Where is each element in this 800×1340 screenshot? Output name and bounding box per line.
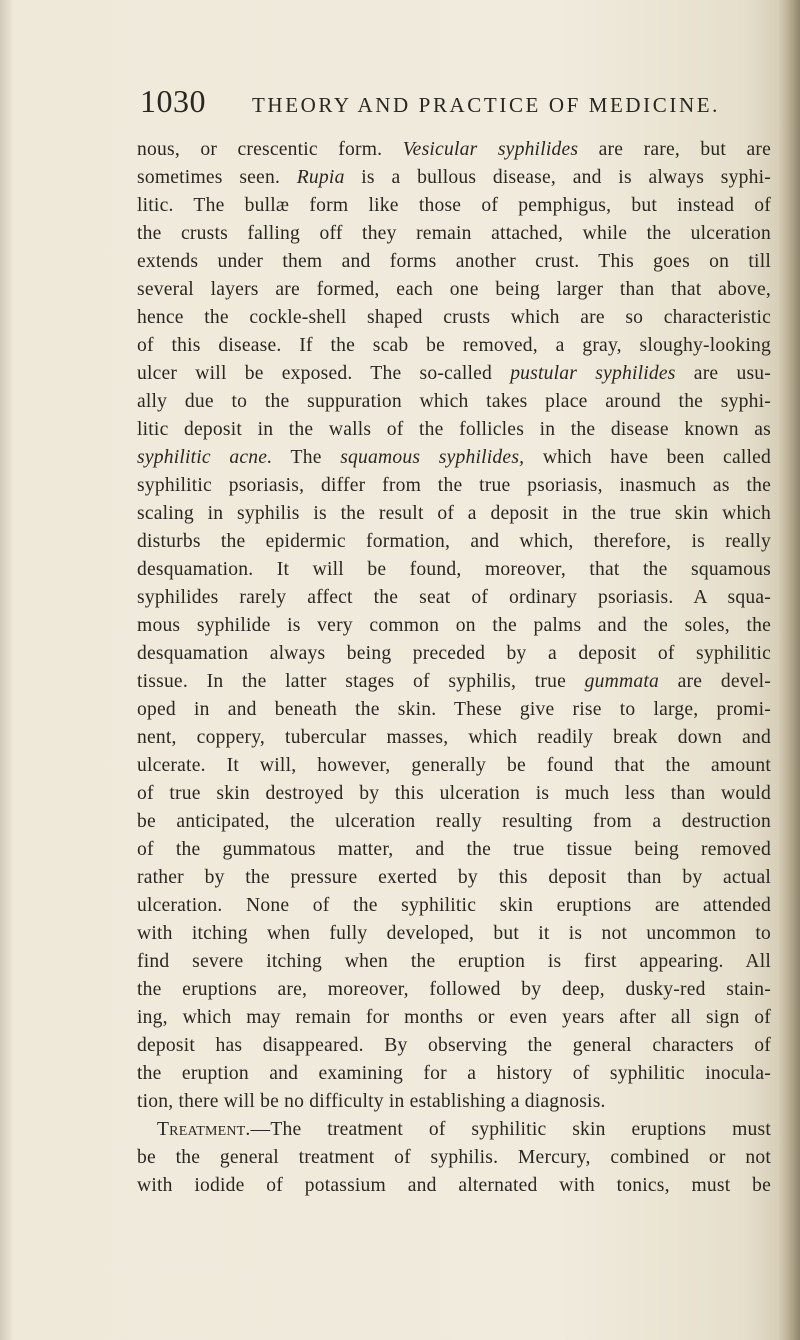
text-run: disturbs the epidermic formation, and which, therefore, is really xyxy=(137,531,771,552)
text-run: is a bullous disease, and is always syphi- xyxy=(344,167,771,188)
text-run: deposit has disappeared. By observing the general characters of xyxy=(137,1035,771,1056)
page-edge-shadow xyxy=(778,0,800,1340)
text-line xyxy=(137,472,771,500)
text-run: tion, there will be no difficulty in establishing a diagnosis. xyxy=(137,1091,606,1112)
italic-term: Vesicular syphilides xyxy=(402,139,579,160)
text-run: desquamation always being preceded by a deposit of syphilitic xyxy=(137,643,771,664)
text-line xyxy=(137,696,771,724)
text-line xyxy=(137,780,771,808)
text-line xyxy=(137,556,771,584)
text-run: rather by the pressure exerted by this deposit than by actual xyxy=(137,867,771,888)
text-run: scaling in syphilis is the result of a deposit in the true skin which xyxy=(137,503,771,524)
text-line xyxy=(137,864,771,892)
text-run: sometimes seen. xyxy=(137,167,297,188)
text-line xyxy=(137,360,771,388)
text-run: syphilides rarely affect the seat of ordinary psoriasis. A squa- xyxy=(137,587,771,608)
text-run: oped in and beneath the skin. These give rise to large, promi- xyxy=(137,699,771,720)
text-run: of true skin destroyed by this ulceration is much less than would xyxy=(137,783,771,804)
text-run: be the general treatment of syphilis. Mercury, combined or not xyxy=(137,1147,771,1168)
text-line xyxy=(137,1116,771,1144)
text-line xyxy=(137,584,771,612)
text-run: litic deposit in the walls of the follicles in the disease known as xyxy=(137,419,771,440)
text-run: be anticipated, the ulceration really resulting from a destruction xyxy=(137,811,771,832)
text-run: ulcer will be exposed. The so-called xyxy=(137,363,511,384)
text-line xyxy=(137,192,771,220)
text-run: are devel- xyxy=(659,671,771,692)
text-run: of the gummatous matter, and the true tissue being removed xyxy=(137,839,771,860)
page-gutter-shadow xyxy=(0,0,14,1340)
text-line xyxy=(137,948,771,976)
text-line xyxy=(137,752,771,780)
text-line xyxy=(137,668,771,696)
text-run: the eruptions are, moreover, followed by deep, dusky-red stain- xyxy=(137,979,771,1000)
text-line xyxy=(137,220,771,248)
text-line xyxy=(137,1004,771,1032)
text-line xyxy=(137,836,771,864)
text-run: ally due to the suppuration which takes place around the syphi- xyxy=(137,391,771,412)
text-line xyxy=(137,640,771,668)
text-run: find severe itching when the eruption is first appearing. All xyxy=(137,951,771,972)
text-run: —The treatment of syphilitic skin eruptions must xyxy=(250,1119,771,1140)
page-number: 1030 xyxy=(140,83,206,119)
body-text xyxy=(137,136,771,1200)
text-run: mous syphilide is very common on the palms and the soles, the xyxy=(137,615,771,636)
text-run: ulcerate. It will, however, generally be found that the amount xyxy=(137,755,771,776)
text-line xyxy=(137,416,771,444)
text-run: ing, which may remain for months or even years after all sign of xyxy=(137,1007,771,1028)
text-line xyxy=(137,920,771,948)
text-line xyxy=(137,276,771,304)
text-line xyxy=(137,1032,771,1060)
text-line xyxy=(137,136,771,164)
text-line xyxy=(137,1060,771,1088)
text-run: the eruption and examining for a history of syphilitic inocula- xyxy=(137,1063,771,1084)
text-line xyxy=(137,500,771,528)
text-line xyxy=(137,304,771,332)
text-run: litic. The bullæ form like those of pemphigus, but instead of xyxy=(137,195,771,216)
text-line xyxy=(137,332,771,360)
italic-term: pustular syphilides xyxy=(510,363,676,384)
text-run: which have been called xyxy=(524,447,772,468)
text-run: nent, coppery, tubercular masses, which readily break down and xyxy=(137,727,771,748)
running-head: THEORY AND PRACTICE OF MEDICINE. xyxy=(252,93,721,117)
text-line xyxy=(137,528,771,556)
text-line xyxy=(137,164,771,192)
text-line xyxy=(137,808,771,836)
text-run: tissue. In the latter stages of syphilis, true xyxy=(137,671,585,692)
text-run: are rare, but are xyxy=(578,139,771,160)
text-run: ulceration. None of the syphilitic skin eruptions are attended xyxy=(137,895,771,916)
italic-term: gummata xyxy=(584,671,659,692)
text-run: are usu- xyxy=(675,363,772,384)
text-run: with iodide of potassium and alternated with tonics, must be xyxy=(137,1175,771,1196)
section-heading: Treatment. xyxy=(157,1119,251,1140)
text-run: with itching when fully developed, but it is not uncommon to xyxy=(137,923,771,944)
italic-term: syphilitic acne. xyxy=(137,447,273,468)
text-line xyxy=(137,1144,771,1172)
text-run: of this disease. If the scab be removed, a gray, sloughy-looking xyxy=(137,335,771,356)
text-line xyxy=(137,444,771,472)
text-run: the crusts falling off they remain attached, while the ulceration xyxy=(137,223,771,244)
text-run: nous, or crescentic form. xyxy=(137,139,403,160)
text-line xyxy=(137,724,771,752)
text-line xyxy=(137,1172,771,1200)
text-line xyxy=(137,1088,771,1116)
text-line xyxy=(137,892,771,920)
text-run: several layers are formed, each one being larger than that above, xyxy=(137,279,771,300)
text-run: syphilitic psoriasis, differ from the true psoriasis, inasmuch as the xyxy=(137,475,771,496)
italic-term: squamous syphilides, xyxy=(340,447,525,468)
text-line xyxy=(137,388,771,416)
text-run: The xyxy=(272,447,341,468)
text-run: hence the cockle-shell shaped crusts which are so characteristic xyxy=(137,307,771,328)
text-line xyxy=(137,612,771,640)
italic-term: Rupia xyxy=(296,167,345,188)
text-run: desquamation. It will be found, moreover, that the squamous xyxy=(137,559,771,580)
page-header xyxy=(140,83,780,123)
text-run: extends under them and forms another crust. This goes on till xyxy=(137,251,771,272)
text-line xyxy=(137,248,771,276)
text-line xyxy=(137,976,771,1004)
